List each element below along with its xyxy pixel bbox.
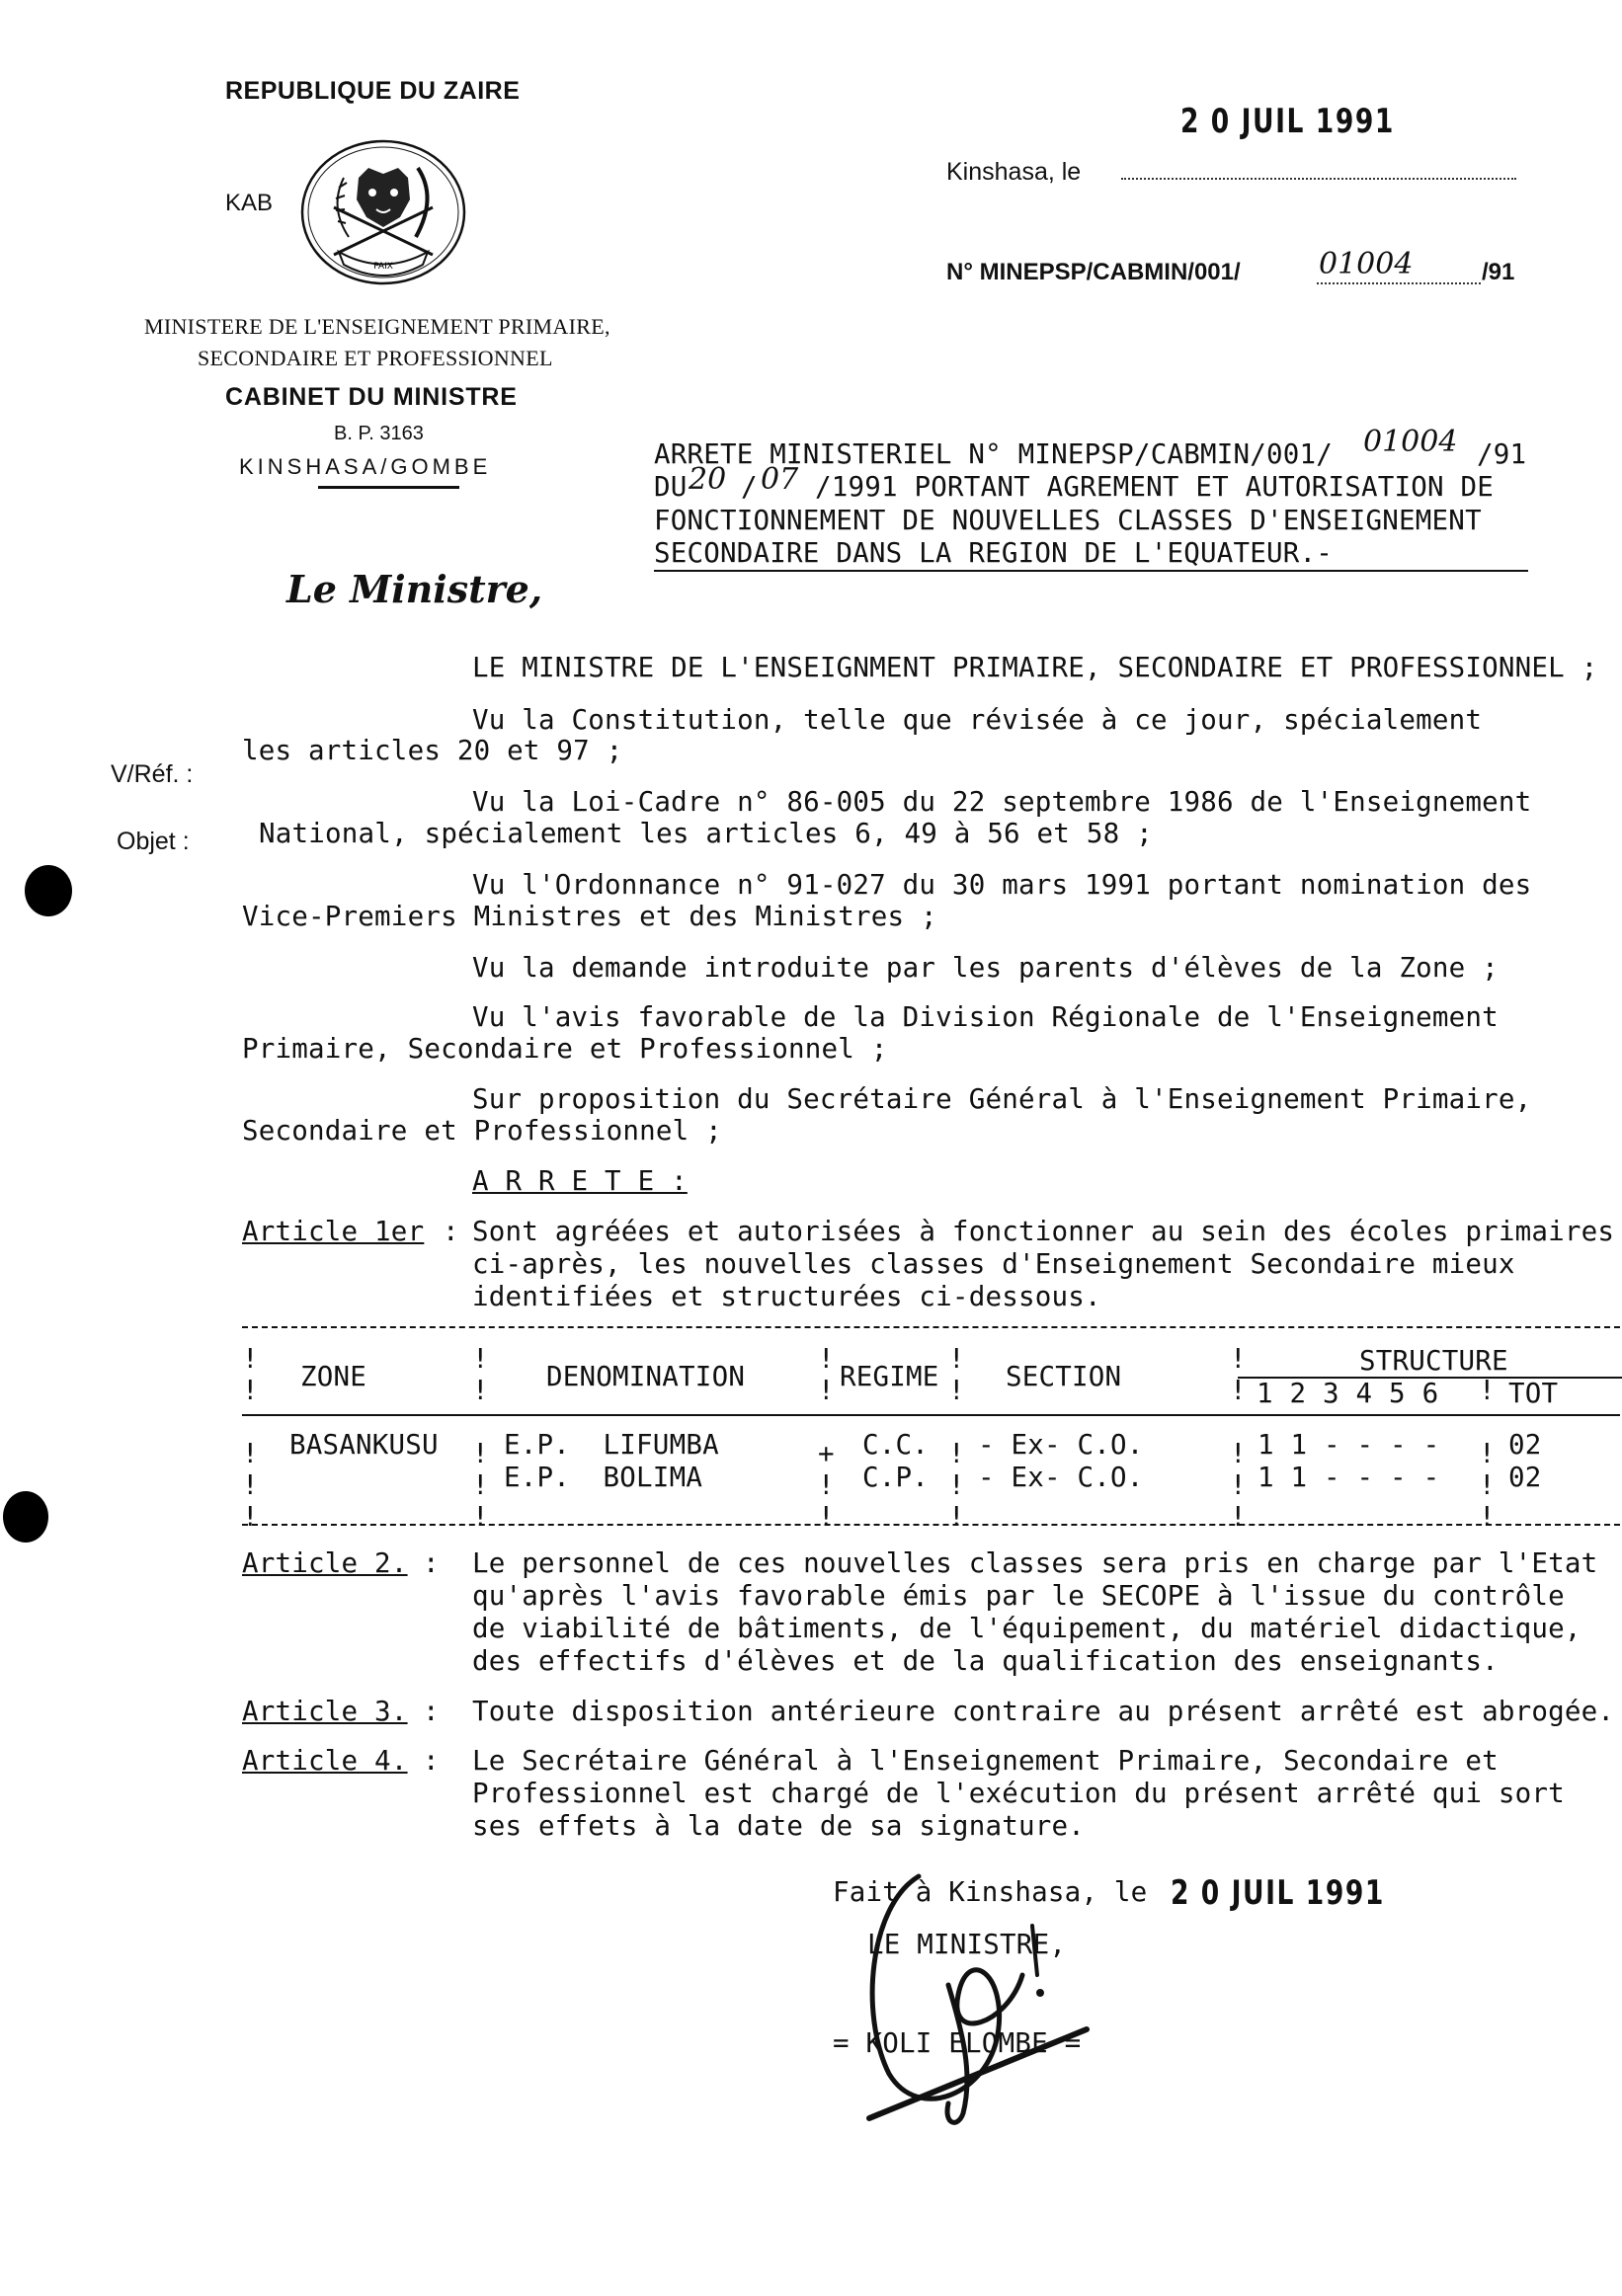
article-3-sep: : — [423, 1696, 440, 1727]
row-1-zone: BASANKUSU — [289, 1429, 439, 1461]
header-bottom-rule — [242, 1414, 1620, 1416]
title-underline — [654, 570, 1528, 572]
article-3-label: Article 3. — [242, 1696, 408, 1727]
title-handwritten-day: 20 — [689, 462, 727, 497]
article-4-line-1: Le Secrétaire Général à l'Enseignement Primaire, Secondaire et — [472, 1745, 1499, 1777]
leopard-emblem-icon — [299, 138, 467, 286]
po-box: B. P. 3163 — [334, 423, 424, 444]
le-ministre-handwritten: Le Ministre, — [286, 567, 543, 611]
handwritten-signature — [850, 1866, 1096, 2133]
reference-fill-line — [1317, 282, 1481, 284]
row-1-denomination: E.P. LIFUMBA — [504, 1429, 719, 1461]
reference-handwritten: 01004 — [1319, 247, 1414, 281]
table-top-rule — [242, 1326, 1620, 1328]
reference-suffix: /91 — [1482, 259, 1515, 285]
article-1-line-3: identifiées et structurées ci-dessous. — [472, 1281, 1101, 1312]
vu-avis-1: Vu l'avis favorable de la Division Régionale de l'Enseignement — [472, 1001, 1499, 1033]
vu-loi-cadre-1: Vu la Loi-Cadre n° 86-005 du 22 septembre 1986 de l'Enseignement — [472, 786, 1532, 818]
column-separator: ! ! ! ! ! — [242, 1343, 259, 1533]
punch-hole-top — [25, 865, 72, 916]
row-1-tot: 02 — [1508, 1429, 1542, 1461]
table-bottom-rule — [242, 1524, 1620, 1526]
header-structure: STRUCTURE — [1359, 1345, 1508, 1377]
closing-date-stamp: 2 0 JUIL 1991 — [1171, 1873, 1385, 1913]
ministry-line-2: SECONDAIRE ET PROFESSIONNEL — [198, 346, 553, 370]
column-separator: ! ! ! ! ! — [948, 1343, 965, 1533]
city-underline — [318, 486, 459, 489]
title-line-1: ARRETE MINISTERIEL N° MINEPSP/CABMIN/001/ — [654, 438, 1334, 470]
vu-constitution-2: les articles 20 et 97 ; — [242, 735, 623, 766]
cabinet-heading: CABINET DU MINISTRE — [225, 383, 518, 411]
title-line-4: SECONDAIRE DANS LA REGION DE L'EQUATEUR.- — [654, 537, 1334, 569]
column-separator: ! ! + ! ! — [818, 1343, 835, 1533]
row-2-structure: 1 1 - - - - — [1257, 1462, 1440, 1493]
article-4-label: Article 4. — [242, 1745, 408, 1777]
date-stamp: 2 0 JUIL 1991 — [1180, 102, 1395, 141]
header-denomination: DENOMINATION — [546, 1361, 746, 1392]
article-4-line-3: ses effets à la date de sa signature. — [472, 1810, 1085, 1842]
arrete-heading: A R R E T E : — [472, 1165, 688, 1197]
header-regime: REGIME — [840, 1361, 939, 1392]
sur-proposition-1: Sur proposition du Secrétaire Général à l'Enseignement Primaire, — [472, 1083, 1532, 1115]
row-2-section: - Ex- C.O. — [978, 1462, 1144, 1493]
signatory-title: LE MINISTRE, — [867, 1929, 1067, 1960]
title-line-1-suffix: /91 — [1477, 438, 1527, 470]
reference-label: N° MINEPSP/CABMIN/001/ — [946, 259, 1241, 285]
title-handwritten-month: 07 — [761, 462, 799, 497]
place-label: Kinshasa, le — [946, 158, 1082, 186]
row-1-section: - Ex- C.O. — [978, 1429, 1144, 1461]
fait-a-kinshasa: Fait à Kinshasa, le — [833, 1876, 1148, 1908]
title-line-2: /1991 PORTANT AGREMENT ET AUTORISATION DE — [815, 471, 1495, 503]
vu-loi-cadre-2: National, spécialement les articles 6, 49 à 56 et 58 ; — [259, 818, 1153, 849]
title-line-3: FONCTIONNEMENT DE NOUVELLES CLASSES D'ENSEIGNEMENT — [654, 505, 1482, 536]
signatory-name: = KOLI ELOMBE = — [833, 2027, 1082, 2059]
row-1-structure: 1 1 - - - - — [1257, 1429, 1440, 1461]
vu-constitution-1: Vu la Constitution, telle que révisée à ce jour, spécialement — [472, 704, 1483, 736]
article-1-label: Article 1er — [242, 1216, 425, 1247]
vu-demande: Vu la demande introduite par les parents d'élèves de la Zone ; — [472, 952, 1499, 984]
column-separator: ! ! ! ! — [1479, 1375, 1496, 1533]
article-3-line-1: Toute disposition antérieure contraire au présent arrêté est abrogée. — [472, 1696, 1615, 1727]
title-line-2-prefix: DU — [654, 471, 688, 503]
header-tot: TOT — [1508, 1378, 1559, 1409]
article-2-line-2: qu'après l'avis favorable émis par le SECOPE à l'issue du contrôle — [472, 1580, 1565, 1612]
article-1-line-2: ci-après, les nouvelles classes d'Enseignement Secondaire mieux — [472, 1248, 1515, 1280]
vu-ordonnance-1: Vu l'Ordonnance n° 91-027 du 30 mars 1991 portant nomination des — [472, 869, 1532, 901]
date-fill-line — [1121, 178, 1516, 180]
header-section: SECTION — [1006, 1361, 1122, 1392]
svg-text:PAIX: PAIX — [373, 262, 393, 272]
article-2-sep: : — [423, 1547, 440, 1579]
header-classes: 1 2 3 4 5 6 — [1257, 1378, 1439, 1409]
title-handwritten-number: 01004 — [1363, 425, 1458, 459]
column-separator: ! ! ! ! ! — [1230, 1343, 1247, 1533]
article-2-label: Article 2. — [242, 1547, 408, 1579]
article-4-line-2: Professionnel est chargé de l'exécution du présent arrêté qui sort — [472, 1778, 1565, 1809]
column-separator: ! ! ! ! ! — [472, 1343, 489, 1533]
header-zone: ZONE — [300, 1361, 367, 1392]
preamble-minister: LE MINISTRE DE L'ENSEIGNMENT PRIMAIRE, SECONDAIRE ET PROFESSIONNEL ; — [472, 652, 1598, 683]
country-heading: REPUBLIQUE DU ZAIRE — [225, 77, 521, 105]
sur-proposition-2: Secondaire et Professionnel ; — [242, 1115, 722, 1147]
article-2-line-4: des effectifs d'élèves et de la qualification des enseignants. — [472, 1645, 1499, 1677]
punch-hole-bottom — [3, 1491, 48, 1543]
ministry-line-1: MINISTERE DE L'ENSEIGNEMENT PRIMAIRE, — [144, 314, 610, 339]
article-2-line-3: de viabilité de bâtiments, de l'équipement, du matériel didactique, — [472, 1613, 1581, 1644]
title-line-2-sep: / — [741, 471, 758, 503]
row-2-tot: 02 — [1508, 1462, 1542, 1493]
article-1-line-1: Sont agréées et autorisées à fonctionner au sein des écoles primaires — [472, 1216, 1615, 1247]
article-1-sep: : — [443, 1216, 459, 1247]
city-label: KINSHASA/GOMBE — [239, 454, 492, 479]
vref-label: V/Réf. : — [111, 760, 194, 788]
row-2-regime: C.P. — [862, 1462, 930, 1493]
row-1-regime: C.C. — [862, 1429, 930, 1461]
row-2-denomination: E.P. BOLIMA — [504, 1462, 703, 1493]
article-4-sep: : — [423, 1745, 440, 1777]
vu-ordonnance-2: Vice-Premiers Ministres et des Ministres ; — [242, 901, 937, 932]
kab-label: KAB — [225, 190, 274, 216]
objet-label: Objet : — [117, 828, 190, 855]
vu-avis-2: Primaire, Secondaire et Professionnel ; — [242, 1033, 888, 1065]
article-2-line-1: Le personnel de ces nouvelles classes sera pris en charge par l'Etat — [472, 1547, 1598, 1579]
